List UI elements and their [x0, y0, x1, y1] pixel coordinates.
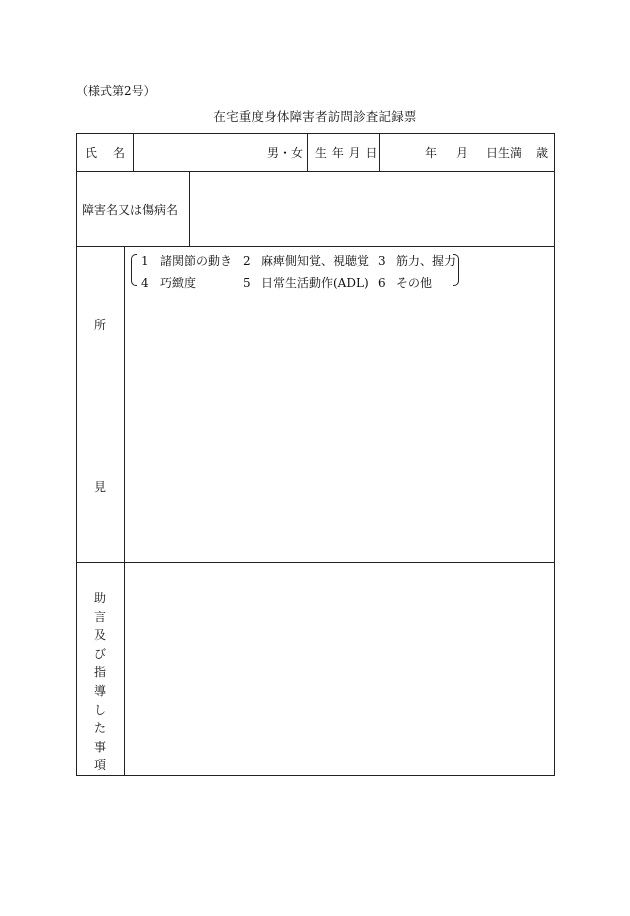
- advice-label-char: 事: [93, 739, 106, 754]
- findings-label-divider: [124, 246, 125, 776]
- option-1-label: 諸関節の動き: [160, 254, 233, 268]
- name-label-second: 名: [113, 146, 126, 160]
- option-4-number: 4: [141, 276, 149, 290]
- advice-label-char: し: [93, 702, 106, 717]
- option-5-label: 日常生活動作(ADL): [261, 276, 369, 290]
- options-left-bracket: [131, 254, 137, 286]
- sex-options[interactable]: 男・女: [267, 146, 304, 160]
- sex-divider: [307, 133, 308, 171]
- advice-label-char: 言: [93, 609, 106, 624]
- option-5-number: 5: [243, 276, 251, 290]
- form-number: （様式第2号）: [76, 84, 156, 98]
- advice-label-char: 導: [93, 683, 106, 698]
- name-label-first: 氏: [85, 146, 98, 160]
- name-field[interactable]: [140, 140, 260, 164]
- month-unit: 月: [456, 146, 469, 160]
- option-6-label: その他: [396, 276, 433, 290]
- advice-label-char: 項: [93, 758, 106, 773]
- advice-label-char: 及: [93, 628, 106, 643]
- option-4-label: 巧緻度: [160, 276, 197, 290]
- advice-label-char: 助: [93, 591, 106, 605]
- disability-label: 障害名又は傷病名: [82, 203, 179, 217]
- findings-label-top: 所: [93, 318, 106, 332]
- findings-label-bottom: 見: [93, 480, 106, 494]
- row-divider-disability: [76, 246, 555, 247]
- option-3-label: 筋力、握力: [396, 254, 457, 268]
- row-divider-name: [76, 171, 555, 172]
- form-title: 在宅重度身体障害者訪問診査記録票: [213, 109, 417, 124]
- name-label-divider: [133, 133, 134, 171]
- option-6-number: 6: [378, 276, 386, 290]
- advice-label: [76, 591, 124, 777]
- advice-field[interactable]: [131, 570, 549, 768]
- birth-date-label: 生 年 月 日: [315, 146, 378, 160]
- advice-label-char: 指: [93, 665, 106, 680]
- disability-field[interactable]: [196, 178, 548, 238]
- option-2-label: 麻痺側知覚、視聴覚: [261, 254, 370, 268]
- age-unit: 歳: [536, 146, 549, 160]
- year-unit: 年: [425, 146, 438, 160]
- day-birth-unit: 日生: [486, 146, 511, 160]
- birth-label-divider: [379, 133, 380, 171]
- option-2-number: 2: [243, 254, 251, 268]
- option-3-number: 3: [378, 254, 386, 268]
- findings-field[interactable]: [131, 300, 549, 555]
- advice-label-char: び: [93, 646, 106, 661]
- option-1-number: 1: [141, 254, 149, 268]
- disability-label-divider: [189, 171, 190, 246]
- full-age-label: 満: [510, 146, 523, 160]
- row-divider-findings: [76, 562, 555, 563]
- advice-label-char: た: [93, 721, 106, 736]
